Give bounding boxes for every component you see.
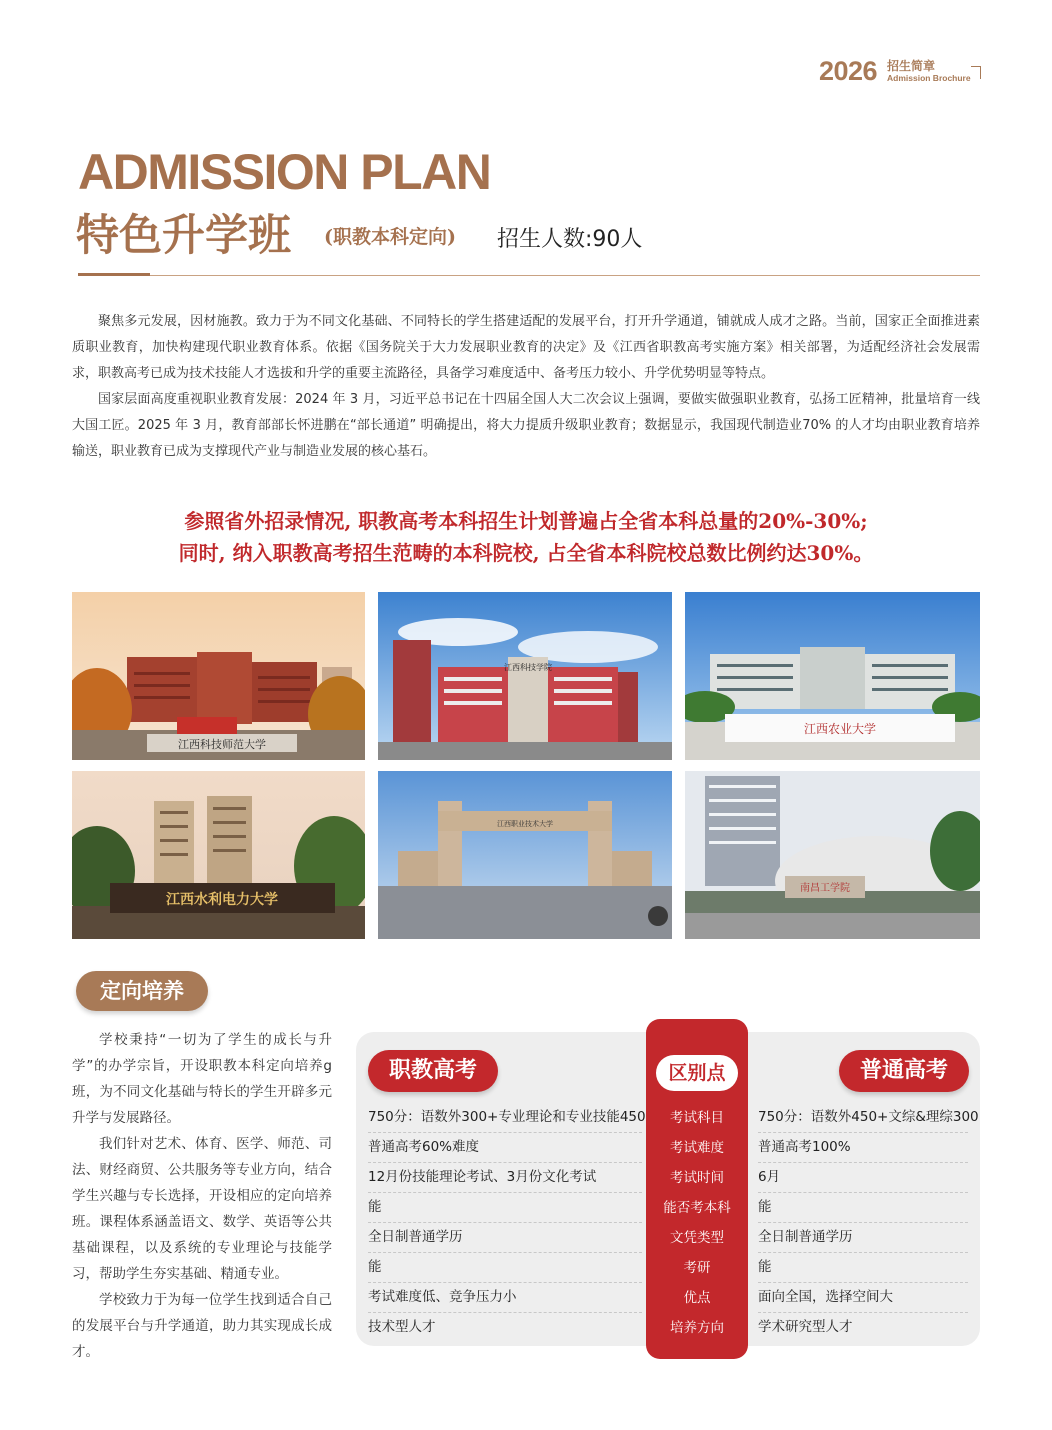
campus-sign-3: 江西农业大学 bbox=[803, 722, 877, 736]
campus-photo-6 bbox=[685, 771, 980, 939]
comparison-label-cell: 考试科目 bbox=[670, 1110, 724, 1126]
comparison-label-cell: 培养方向 bbox=[670, 1320, 724, 1336]
general-exam-heading: 普通高考 bbox=[839, 1050, 969, 1092]
comparison-right-cell: 普通高考100% bbox=[758, 1133, 968, 1163]
campus-sign-4: 江西水利电力大学 bbox=[166, 892, 278, 908]
comparison-right-cell: 能 bbox=[758, 1253, 968, 1283]
section-title-pill: 定向培养 bbox=[76, 971, 208, 1011]
title-divider bbox=[78, 275, 980, 276]
comparison-label-cell: 文凭类型 bbox=[670, 1230, 724, 1246]
comparison-left-cell: 考试难度低、竞争压力小 bbox=[368, 1283, 642, 1313]
page-title-en: ADMISSION PLAN bbox=[78, 144, 491, 200]
campus-sign-5: 江西职业技术大学 bbox=[497, 820, 553, 828]
campus-sign-2: 江西科技学院 bbox=[504, 663, 552, 672]
comparison-left-cell: 能 bbox=[368, 1253, 642, 1283]
comparison-right-cell: 面向全国，选择空间大 bbox=[758, 1283, 968, 1313]
comparison-left-cell: 全日制普通学历 bbox=[368, 1223, 642, 1253]
campus-photo-5 bbox=[378, 771, 672, 939]
intro-text bbox=[72, 309, 980, 465]
brand-title-cn: 招生简章 bbox=[887, 59, 936, 73]
campus-sign-1: 江西科技师范大学 bbox=[178, 738, 266, 751]
comparison-label-cell: 优点 bbox=[683, 1290, 711, 1306]
intro-paragraph-2: 国家层面高度重视职业教育发展：2024 年 3 月，习近平总书记在十四届全国人大二次会议上强调，要做实做强职业教育，弘扬工匠精神，批量培育一线大国工匠。2025 年 3 月，教育部部长怀进鹏在“部长通道” 明确提出，将大力提质升级职业教育；数据显示，我国现代制造业70% 的人才均由职业教育培养输送，职业教育已成为支撑现代产业与制造业发展的核心基石。 bbox=[72, 392, 980, 459]
brochure-brand bbox=[815, 54, 983, 88]
intro-paragraph-1: 聚焦多元发展，因材施教。致力于为不同文化基础、不同特长的学生搭建适配的发展平台，打开升学通道，铺就成人成才之路。当前，国家正全面推进素质职业教育，加快构建现代职业教育体系。依据《国务院关于大力发展职业教育的决定》及《江西省职教高考实施方案》相关部署，为适配经济社会发展需求，职教高考已成为技术技能人才选拔和升学的重要主流路径，具备学习难度适中、备考压力较小、升学优势明显等特点。 bbox=[72, 314, 980, 381]
section-paragraph-2: 我们针对艺术、体育、医学、师范、司法、财经商贸、公共服务等专业方向，结合学生兴趣与专长选择，开设相应的定向培养班。课程体系涵盖语文、数学、英语等公共基础课程，以及系统的专业理论与技能学习，帮助学生夯实基础、精通专业。 bbox=[72, 1136, 332, 1282]
title-divider-accent bbox=[78, 273, 150, 276]
vocational-exam-heading: 职教高考 bbox=[368, 1050, 498, 1092]
comparison-right-cell: 全日制普通学历 bbox=[758, 1223, 968, 1253]
highlight-line-2: 同时, 纳入职教高考招生范畴的本科院校, 占全省本科院校总数比例约达30%。 bbox=[178, 541, 874, 565]
campus-photo-3 bbox=[685, 592, 980, 760]
highlight-line-1: 参照省外招录情况, 职教高考本科招生计划普遍占全省本科总量的20%-30%; bbox=[184, 509, 868, 533]
comparison-left-cell: 普通高考60%难度 bbox=[368, 1133, 642, 1163]
comparison-label-cell: 考试时间 bbox=[670, 1170, 724, 1186]
brand-title-en: Admission Brochure bbox=[887, 73, 971, 83]
comparison-left-cell: 能 bbox=[368, 1193, 642, 1223]
enrollment-count: 招生人数:90人 bbox=[497, 227, 643, 252]
brand-year: 2026 bbox=[819, 56, 878, 86]
comparison-label-cell: 考研 bbox=[683, 1260, 711, 1276]
comparison-label-cell: 能否考本科 bbox=[663, 1200, 731, 1216]
comparison-right-cell: 学术研究型人才 bbox=[758, 1319, 853, 1335]
comparison-label-cell: 考试难度 bbox=[670, 1140, 724, 1156]
comparison-left-cell: 750分：语数外300+专业理论和专业技能450 bbox=[368, 1103, 642, 1133]
comparison-right-cell: 750分：语数外450+文综&理综300 bbox=[758, 1103, 968, 1133]
highlight-statement bbox=[72, 505, 980, 569]
section-paragraph-1: 学校秉持“一切为了学生的成长与升学”的办学宗旨，开设职教本科定向培养g班，为不同文化基础与特长的学生开辟多元升学与发展路径。 bbox=[72, 1032, 332, 1126]
section-description bbox=[72, 1027, 332, 1365]
comparison-left-cell: 12月份技能理论考试、3月份文化考试 bbox=[368, 1163, 642, 1193]
section-paragraph-3: 学校致力于为每一位学生找到适合自己的发展平台与升学通道，助力其实现成长成才。 bbox=[72, 1292, 332, 1360]
comparison-right-cell: 6月 bbox=[758, 1163, 968, 1193]
difference-heading: 区别点 bbox=[656, 1055, 738, 1091]
campus-photo-1 bbox=[72, 592, 365, 760]
comparison-left-cell: 技术型人才 bbox=[368, 1319, 436, 1335]
campus-photo-4 bbox=[72, 771, 365, 939]
brand-bracket-decoration bbox=[971, 66, 981, 79]
subtitle-tag: (职教本科定向) bbox=[324, 226, 456, 248]
comparison-right-cell: 能 bbox=[758, 1193, 968, 1223]
campus-photo-2 bbox=[378, 592, 672, 760]
page-title-cn: 特色升学班 bbox=[76, 211, 291, 261]
campus-sign-6: 南昌工学院 bbox=[800, 883, 850, 894]
